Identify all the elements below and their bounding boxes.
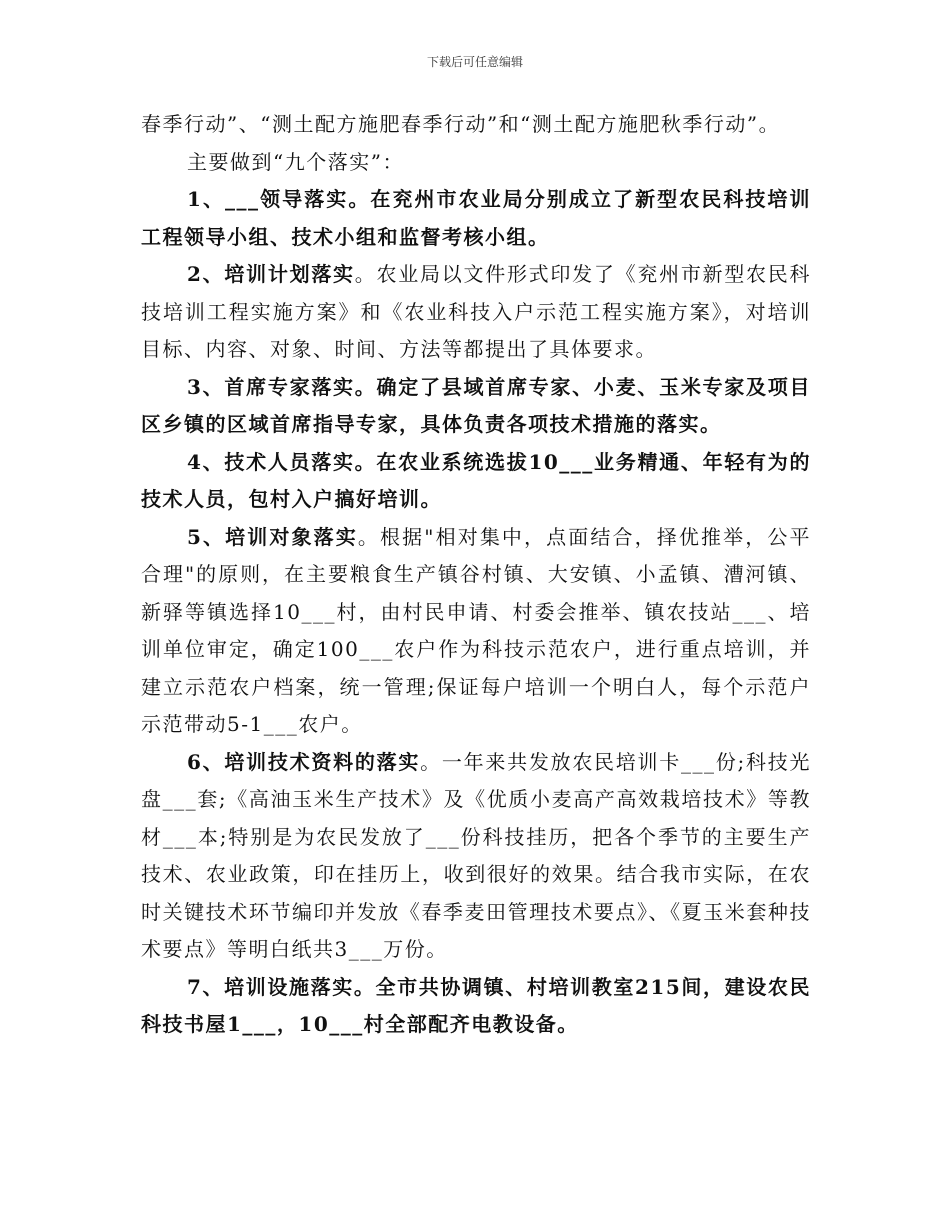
document-body [141, 106, 811, 1044]
paragraph-item-4: 4、技术人员落实。在农业系统选拔10___业务精通、年轻有为的技术人员，包村入户搞好培训。 [141, 449, 811, 511]
paragraph-item-7: 7、培训设施落实。全市共协调镇、村培训教室215间，建设农民科技书屋1___，10___村全部配齐电教设备。 [141, 974, 811, 1036]
paragraph-intro: 主要做到“九个落实”： [187, 149, 404, 174]
paragraph-item-2: 2、培训计划落实。农业局以文件形式印发了《兖州市新型农民科技培训工程实施方案》和《农业科技入户示范工程实施方案》，对培训目标、内容、对象、时间、方法等都提出了具体要求。 [141, 262, 811, 361]
paragraph-item-6: 6、培训技术资料的落实。一年来共发放农民培训卡___份;科技光盘___套;《高油玉米生产技术》及《优质小麦高产高效栽培技术》等教材___本;特别是为农民发放了___份科技挂历，把各个季节的主要生产技术、农业政策，印在挂历上，收到很好的效果。结合我市实际，在农时关键技术环节编印并发放《春季麦田管理技术要点》、《夏玉米套种技术要点》等明白纸共3___万份。 [141, 749, 811, 961]
page-header: 下载后可任意编辑 [426, 55, 523, 69]
paragraph-continuation: 春季行动”、“测土配方施肥春季行动”和“测土配方施肥秋季行动”。 [141, 112, 781, 136]
paragraph-item-5: 5、培训对象落实。根据"相对集中，点面结合，择优推举，公平合理"的原则，在主要粮食生产镇谷村镇、大安镇、小孟镇、漕河镇、新驿等镇选择10___村，由村民申请、村委会推举、镇农技站___、培训单位审定，确定100___农户作为科技示范农户，进行重点培训，并建立示范农户档案，统一管理;保证每户培训一个明白人，每个示范户示范带动5-1___农户。 [141, 524, 812, 736]
paragraph-item-3: 3、首席专家落实。确定了县域首席专家、小麦、玉米专家及项目区乡镇的区域首席指导专家，具体负责各项技术措施的落实。 [141, 374, 811, 436]
paragraph-item-1: 1、___领导落实。在兖州市农业局分别成立了新型农民科技培训工程领导小组、技术小组和监督考核小组。 [141, 187, 811, 249]
